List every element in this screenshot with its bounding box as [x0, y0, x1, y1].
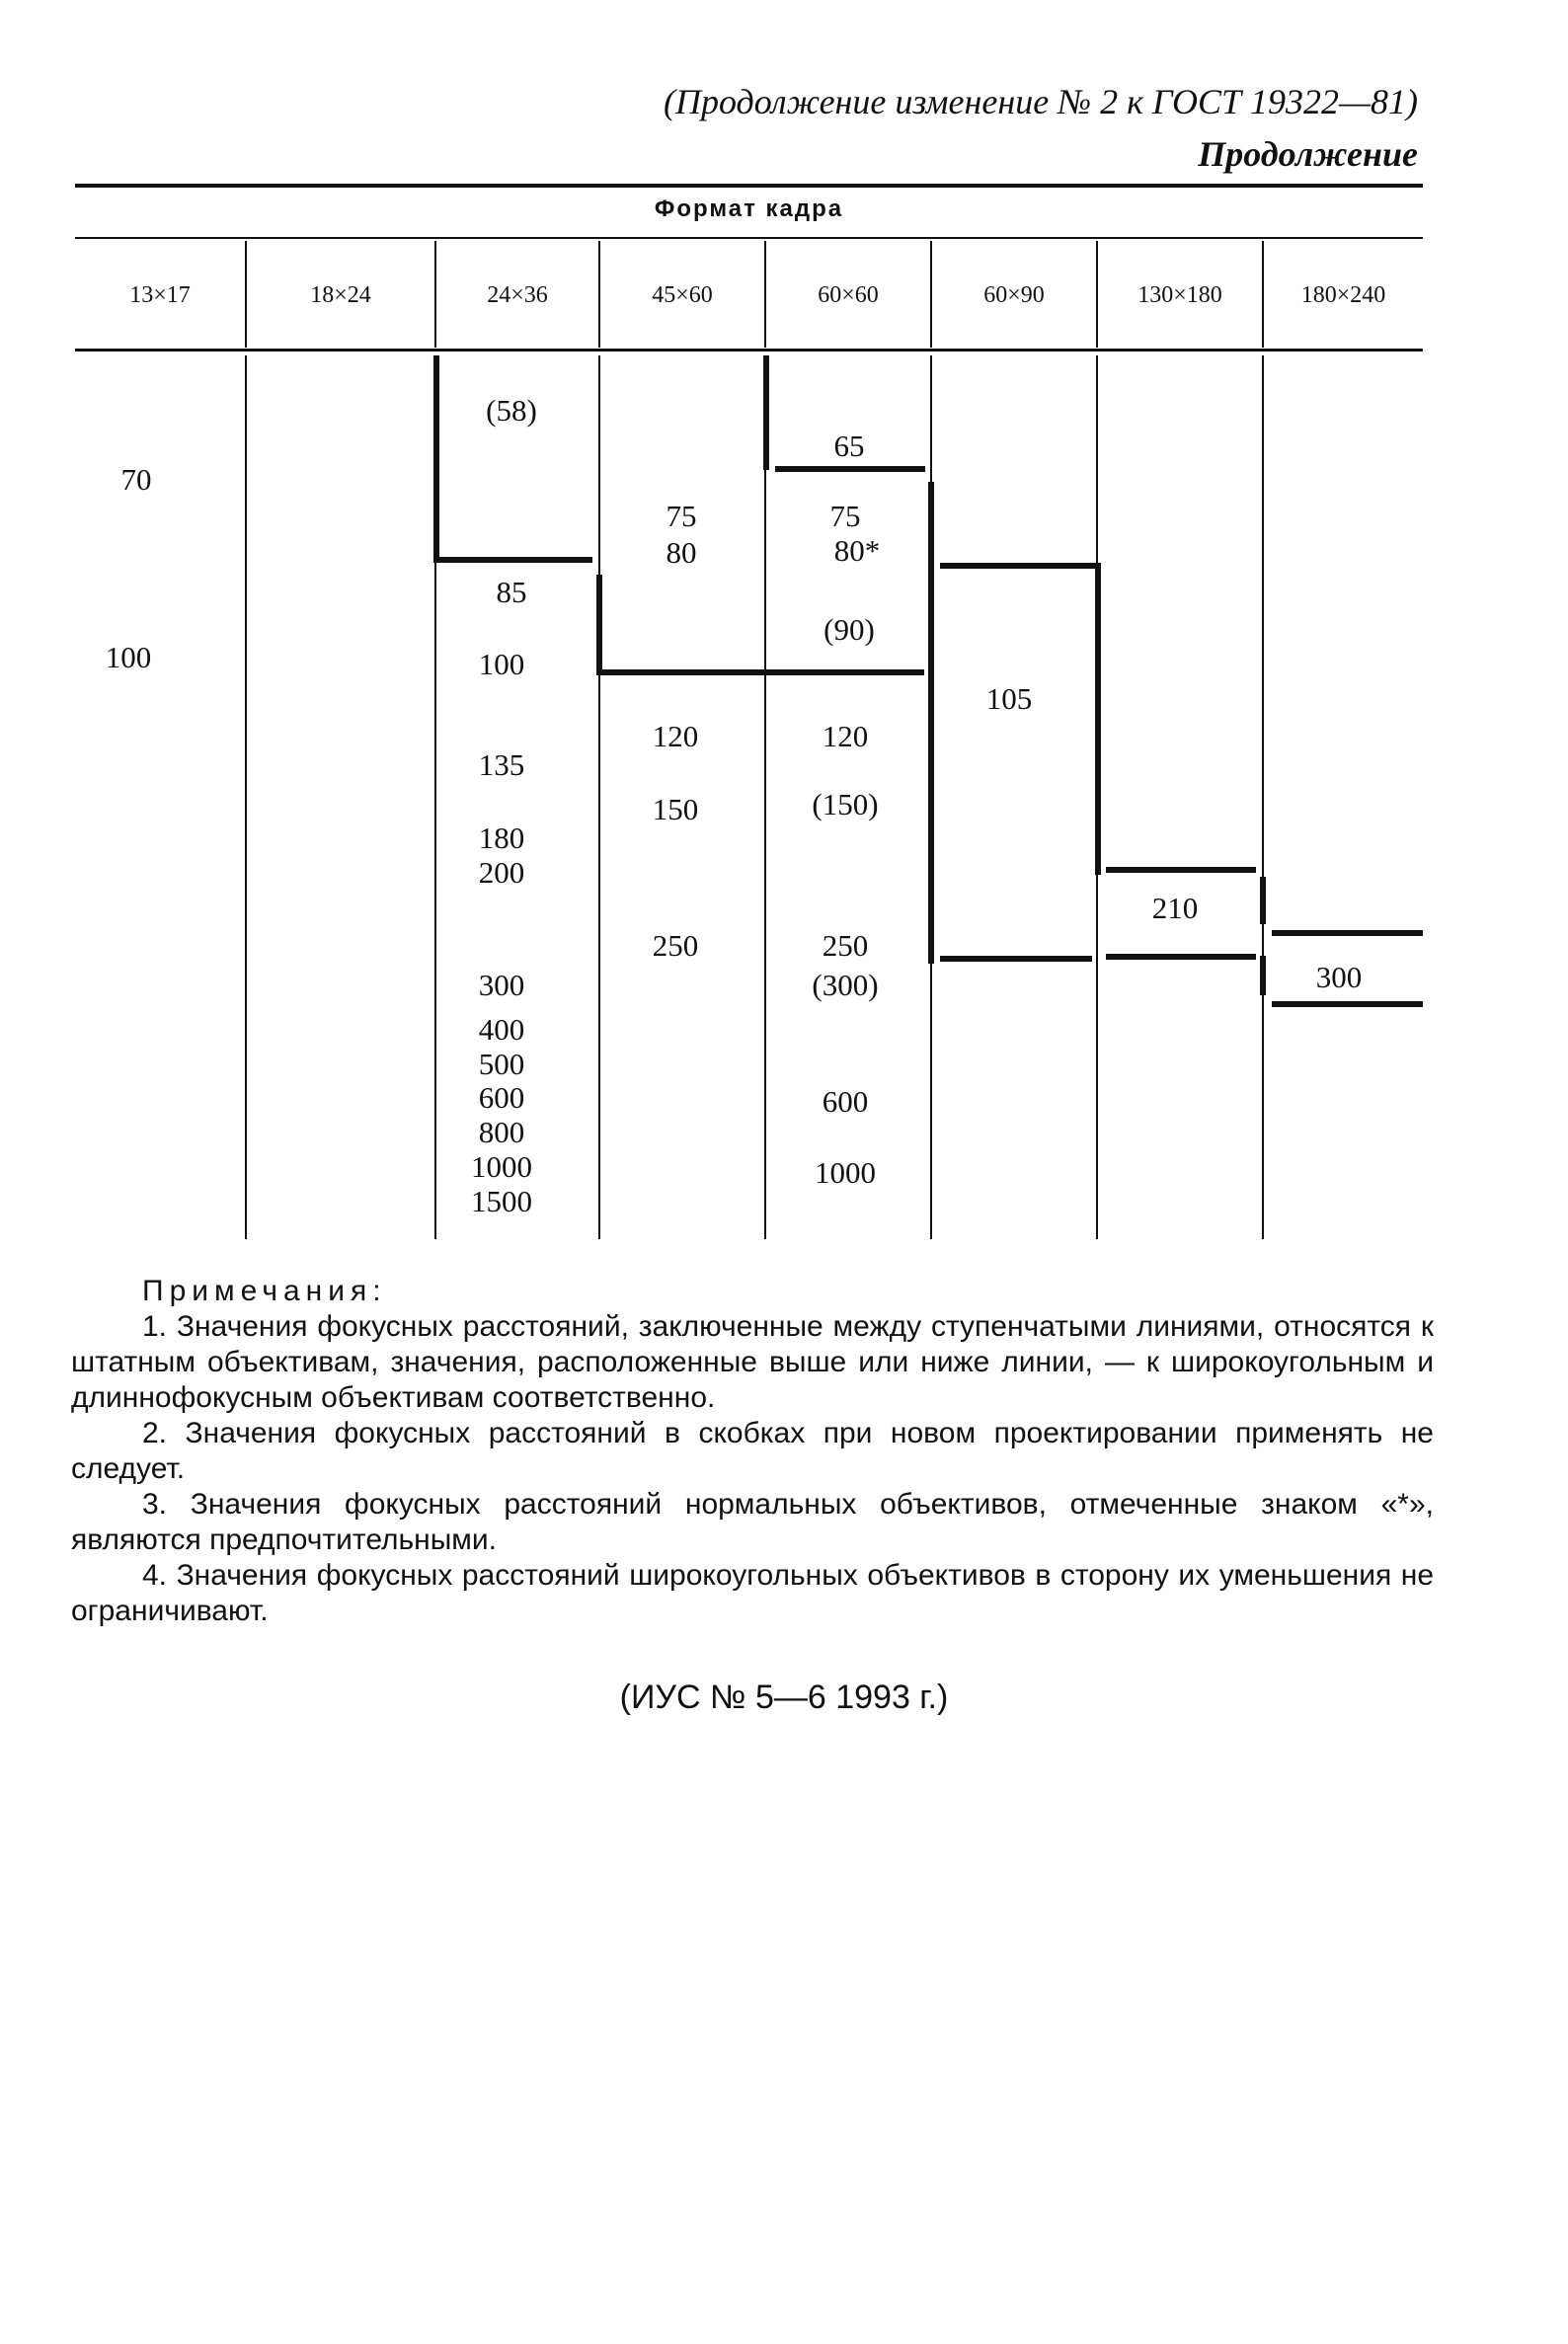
body-separator	[764, 355, 766, 1239]
group-header: Формат кадра	[654, 195, 844, 222]
step-line	[1260, 877, 1266, 924]
cell-value: 300	[1315, 960, 1363, 994]
table-top-rule	[75, 184, 1423, 188]
notes-title: Примечания:	[142, 1275, 387, 1307]
step-line	[928, 482, 934, 964]
step-line	[1095, 563, 1101, 875]
column-header-130x180: 130×180	[1137, 282, 1222, 308]
column-header-24x36: 24×36	[487, 282, 548, 308]
body-separator	[1262, 355, 1264, 1239]
cell-value: 80	[666, 535, 697, 570]
column-header-18x24: 18×24	[310, 282, 371, 308]
column-header-60x90: 60×90	[983, 282, 1045, 308]
step-line	[940, 563, 1096, 569]
cell-value: 100	[105, 640, 152, 674]
step-line	[763, 355, 769, 470]
cell-value: 250	[822, 928, 869, 963]
cell-value: (150)	[812, 787, 879, 821]
cell-value: 600	[478, 1080, 525, 1115]
cell-value: 600	[822, 1084, 869, 1119]
step-line	[1272, 1001, 1423, 1007]
header-separator	[764, 241, 766, 348]
note-item: 4. Значения фокусных расстояний широкоугольных объективов в сторону их уменьшения не ограничивают.	[71, 1559, 1434, 1627]
header-separator	[434, 241, 436, 348]
cell-value: 70	[120, 462, 152, 497]
cell-value: 250	[652, 928, 699, 963]
cell-value: 800	[478, 1115, 525, 1149]
cell-value: 180	[478, 820, 525, 855]
step-line	[1106, 867, 1256, 873]
column-header-13x17: 13×17	[129, 282, 191, 308]
header-separator	[1262, 241, 1264, 348]
column-header-rule	[75, 349, 1423, 352]
step-line	[433, 355, 439, 561]
cell-value: 135	[478, 747, 525, 782]
group-header-rule	[75, 237, 1423, 239]
note-item: 1. Значения фокусных расстояний, заключенные между ступенчатыми линиями, относятся к штатным объективам, значения, расположенные выше или ниже линии, — к широкоугольным и длиннофокусным объективам соответственно.	[71, 1310, 1434, 1414]
body-separator	[598, 355, 600, 1239]
cell-value: 300	[478, 968, 525, 1002]
cell-value: 200	[478, 855, 525, 890]
cell-value: 105	[985, 681, 1033, 716]
cell-value: 150	[652, 792, 699, 826]
cell-value: (58)	[486, 393, 537, 428]
body-separator	[245, 355, 247, 1239]
cell-value: 500	[478, 1047, 525, 1081]
step-line	[1106, 954, 1256, 960]
notes-section	[71, 1274, 1434, 1629]
cell-value: 120	[822, 719, 869, 753]
cell-value: (300)	[812, 968, 879, 1002]
column-header-60x60: 60×60	[818, 282, 879, 308]
header-separator	[245, 241, 247, 348]
cell-value: 80*	[833, 533, 881, 568]
step-line	[1272, 930, 1423, 936]
header-separator	[930, 241, 932, 348]
cell-value: (90)	[823, 612, 875, 647]
cell-value: 75	[666, 499, 697, 533]
cell-value: 400	[478, 1012, 525, 1047]
cell-value: 1000	[815, 1155, 876, 1190]
cell-value: 75	[829, 499, 861, 533]
cell-value: 120	[652, 719, 699, 753]
step-line	[940, 956, 1092, 962]
note-item: 3. Значения фокусных расстояний нормальных объективов, отмеченные знаком «*», являются предпочтительными.	[71, 1488, 1434, 1556]
continuation-header: (Продолжение изменение № 2 к ГОСТ 19322—81)	[664, 82, 1418, 121]
header-separator	[1096, 241, 1098, 348]
header-separator	[598, 241, 600, 348]
step-line	[1260, 956, 1266, 995]
cell-value: 1500	[471, 1184, 532, 1218]
column-header-45x60: 45×60	[652, 282, 713, 308]
step-line	[596, 575, 602, 675]
cell-value: 100	[478, 647, 525, 681]
note-item: 2. Значения фокусных расстояний в скобках при новом проектировании применять не следует.	[71, 1417, 1434, 1485]
cell-value: 85	[496, 575, 527, 609]
step-line	[775, 466, 925, 472]
step-line	[433, 557, 592, 563]
continued-label: Продолжение	[1198, 134, 1418, 174]
column-header-180x240: 180×240	[1300, 282, 1386, 308]
cell-value: 210	[1151, 891, 1199, 925]
cell-value: 1000	[471, 1149, 532, 1184]
ius-reference: (ИУС № 5—6 1993 г.)	[619, 1679, 949, 1716]
cell-value: 65	[833, 429, 865, 463]
step-line	[596, 669, 924, 675]
